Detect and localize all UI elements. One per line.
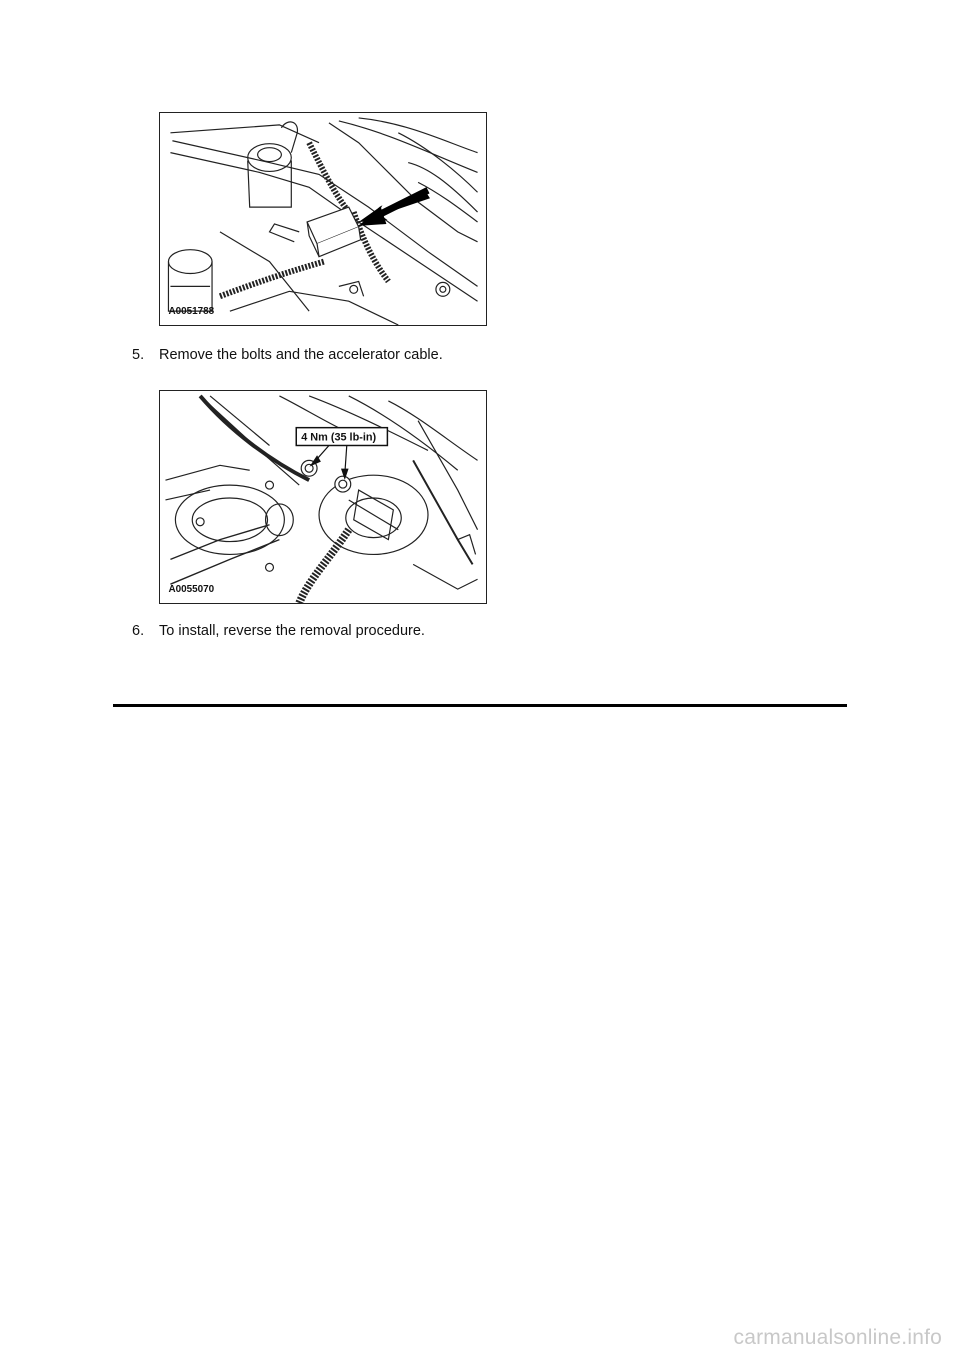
figure-accelerator-cable-illustration [159,390,487,604]
figure-code-label: A0055070 [168,584,215,596]
step-number: 5. [132,347,145,363]
step-text: Remove the bolts and the accelerator cable. [159,347,443,363]
section-divider [113,704,847,707]
figure-connector-illustration [159,112,487,326]
accelerator-cable-line-drawing [160,391,486,603]
instruction-step-6 [132,622,425,640]
torque-spec-label: 4 Nm (35 lb-in) [301,431,377,444]
step-text: To install, reverse the removal procedure. [159,623,425,639]
connector-line-drawing [160,113,486,325]
site-watermark: carmanualsonline.info [733,1326,942,1349]
step-number: 6. [132,623,145,639]
figure-code-label: A0051788 [168,306,215,318]
instruction-step-5 [132,346,443,364]
